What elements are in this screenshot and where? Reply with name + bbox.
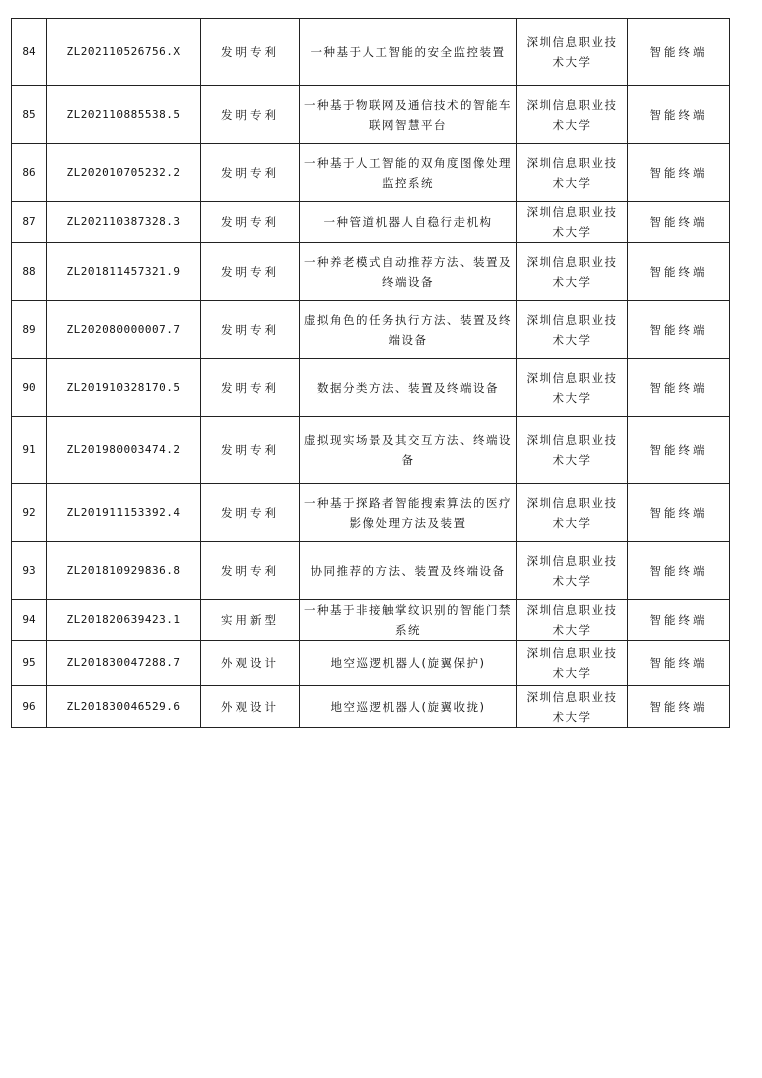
patent-title: 一种管道机器人自稳行走机构 bbox=[300, 202, 517, 243]
table-row bbox=[12, 144, 730, 202]
patent-owner: 深圳信息职业技术大学 bbox=[517, 359, 628, 417]
row-number: 84 bbox=[12, 19, 47, 86]
patent-number: ZL201810929836.8 bbox=[47, 542, 201, 600]
patent-title: 一种基于人工智能的安全监控装置 bbox=[300, 19, 517, 86]
row-number: 91 bbox=[12, 417, 47, 484]
patent-number: ZL201830046529.6 bbox=[47, 686, 201, 728]
patent-field: 智能终端 bbox=[628, 417, 730, 484]
patent-title: 一种养老模式自动推荐方法、装置及终端设备 bbox=[300, 243, 517, 301]
patent-field: 智能终端 bbox=[628, 641, 730, 686]
patent-field: 智能终端 bbox=[628, 86, 730, 144]
patent-type: 发明专利 bbox=[201, 542, 300, 600]
row-number: 92 bbox=[12, 484, 47, 542]
patent-field: 智能终端 bbox=[628, 202, 730, 243]
patent-title: 地空巡逻机器人(旋翼收拢) bbox=[300, 686, 517, 728]
patent-field: 智能终端 bbox=[628, 600, 730, 641]
patent-title: 虚拟现实场景及其交互方法、终端设备 bbox=[300, 417, 517, 484]
patent-field: 智能终端 bbox=[628, 19, 730, 86]
patent-field: 智能终端 bbox=[628, 301, 730, 359]
patent-number: ZL202010705232.2 bbox=[47, 144, 201, 202]
patent-type: 发明专利 bbox=[201, 301, 300, 359]
patent-owner: 深圳信息职业技术大学 bbox=[517, 19, 628, 86]
patent-owner: 深圳信息职业技术大学 bbox=[517, 144, 628, 202]
table-row bbox=[12, 359, 730, 417]
patent-field: 智能终端 bbox=[628, 686, 730, 728]
table-row bbox=[12, 641, 730, 686]
table-row bbox=[12, 484, 730, 542]
patent-number: ZL201811457321.9 bbox=[47, 243, 201, 301]
patent-owner: 深圳信息职业技术大学 bbox=[517, 641, 628, 686]
patent-type: 发明专利 bbox=[201, 19, 300, 86]
patent-type: 发明专利 bbox=[201, 144, 300, 202]
patent-owner: 深圳信息职业技术大学 bbox=[517, 86, 628, 144]
patent-title: 一种基于探路者智能搜索算法的医疗影像处理方法及装置 bbox=[300, 484, 517, 542]
patent-owner: 深圳信息职业技术大学 bbox=[517, 202, 628, 243]
patent-field: 智能终端 bbox=[628, 243, 730, 301]
row-number: 87 bbox=[12, 202, 47, 243]
row-number: 94 bbox=[12, 600, 47, 641]
patent-number: ZL201980003474.2 bbox=[47, 417, 201, 484]
table-row bbox=[12, 600, 730, 641]
row-number: 86 bbox=[12, 144, 47, 202]
patent-field: 智能终端 bbox=[628, 144, 730, 202]
row-number: 90 bbox=[12, 359, 47, 417]
row-number: 85 bbox=[12, 86, 47, 144]
table-row bbox=[12, 301, 730, 359]
patent-type: 实用新型 bbox=[201, 600, 300, 641]
patent-title: 一种基于人工智能的双角度图像处理监控系统 bbox=[300, 144, 517, 202]
patent-type: 发明专利 bbox=[201, 417, 300, 484]
patent-number: ZL202110526756.X bbox=[47, 19, 201, 86]
patent-title: 协同推荐的方法、装置及终端设备 bbox=[300, 542, 517, 600]
patent-title: 虚拟角色的任务执行方法、装置及终端设备 bbox=[300, 301, 517, 359]
patent-title: 一种基于非接触掌纹识别的智能门禁系统 bbox=[300, 600, 517, 641]
patent-owner: 深圳信息职业技术大学 bbox=[517, 417, 628, 484]
patent-type: 发明专利 bbox=[201, 86, 300, 144]
patent-type: 外观设计 bbox=[201, 641, 300, 686]
patent-type: 发明专利 bbox=[201, 202, 300, 243]
patent-number: ZL202110387328.3 bbox=[47, 202, 201, 243]
patent-number: ZL201910328170.5 bbox=[47, 359, 201, 417]
patent-owner: 深圳信息职业技术大学 bbox=[517, 301, 628, 359]
table-row bbox=[12, 86, 730, 144]
patent-number: ZL201820639423.1 bbox=[47, 600, 201, 641]
patent-number: ZL201911153392.4 bbox=[47, 484, 201, 542]
patent-field: 智能终端 bbox=[628, 484, 730, 542]
table-row bbox=[12, 19, 730, 86]
patent-number: ZL201830047288.7 bbox=[47, 641, 201, 686]
patent-type: 发明专利 bbox=[201, 243, 300, 301]
patent-type: 外观设计 bbox=[201, 686, 300, 728]
row-number: 88 bbox=[12, 243, 47, 301]
patent-number: ZL202110885538.5 bbox=[47, 86, 201, 144]
patent-owner: 深圳信息职业技术大学 bbox=[517, 542, 628, 600]
patent-owner: 深圳信息职业技术大学 bbox=[517, 243, 628, 301]
patent-type: 发明专利 bbox=[201, 484, 300, 542]
table-row bbox=[12, 243, 730, 301]
table-row bbox=[12, 686, 730, 728]
patent-owner: 深圳信息职业技术大学 bbox=[517, 686, 628, 728]
row-number: 95 bbox=[12, 641, 47, 686]
table-row bbox=[12, 202, 730, 243]
patent-number: ZL202080000007.7 bbox=[47, 301, 201, 359]
patent-owner: 深圳信息职业技术大学 bbox=[517, 484, 628, 542]
row-number: 93 bbox=[12, 542, 47, 600]
row-number: 89 bbox=[12, 301, 47, 359]
patent-title: 一种基于物联网及通信技术的智能车联网智慧平台 bbox=[300, 86, 517, 144]
table-row bbox=[12, 417, 730, 484]
patent-field: 智能终端 bbox=[628, 542, 730, 600]
patent-owner: 深圳信息职业技术大学 bbox=[517, 600, 628, 641]
patent-field: 智能终端 bbox=[628, 359, 730, 417]
row-number: 96 bbox=[12, 686, 47, 728]
table-row bbox=[12, 542, 730, 600]
patent-title: 地空巡逻机器人(旋翼保护) bbox=[300, 641, 517, 686]
patent-type: 发明专利 bbox=[201, 359, 300, 417]
patent-title: 数据分类方法、装置及终端设备 bbox=[300, 359, 517, 417]
patent-table bbox=[11, 18, 730, 728]
